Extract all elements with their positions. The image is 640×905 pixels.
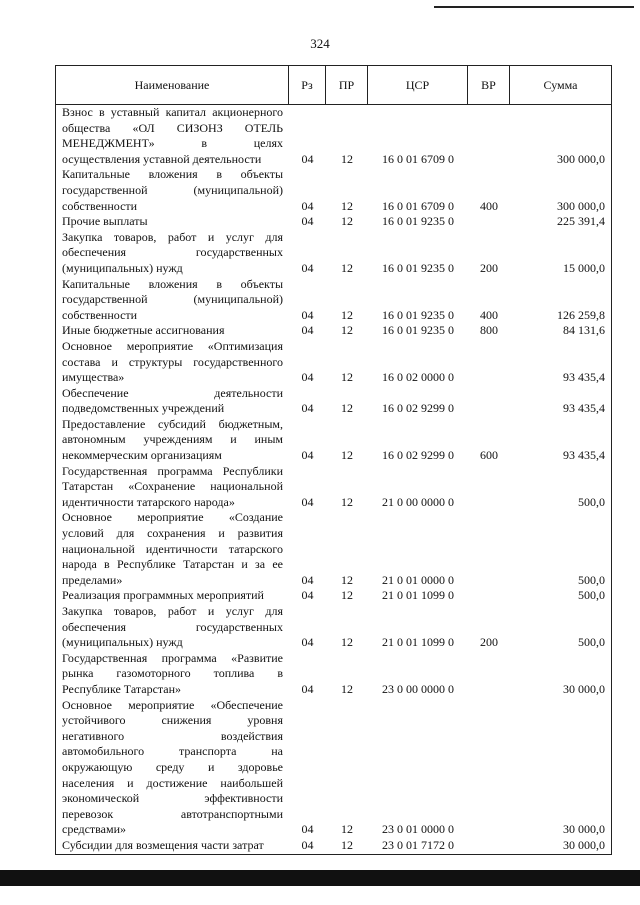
row-pr: 12: [341, 837, 353, 852]
row-name-line: перевозок автотранспортными: [62, 806, 283, 821]
row-name-line: экономической эффективности: [62, 791, 283, 806]
row-pr: 12: [341, 681, 353, 696]
row-csr: 23 0 01 7172 0: [382, 837, 454, 852]
row-csr: 16 0 01 6709 0: [382, 198, 454, 213]
row-sum: 30 000,0: [563, 822, 605, 837]
row-vr: [468, 214, 510, 230]
row-vr: [468, 386, 510, 417]
row-name-line: рынка газомоторного топлива в: [62, 666, 283, 681]
table-row: [56, 464, 611, 511]
row-name: [62, 230, 283, 277]
row-pr: 12: [341, 588, 353, 603]
top-rule: [434, 6, 634, 8]
row-rz: 04: [301, 494, 314, 509]
budget-table: [55, 65, 612, 855]
row-name-line: Капитальные вложения в объекты: [62, 167, 283, 182]
row-name-line: Основное мероприятие «Оптимизация: [62, 338, 283, 353]
row-name-line: (муниципальных) нужд: [62, 260, 183, 275]
table-row: [56, 167, 611, 214]
row-pr: 12: [341, 214, 353, 229]
header-name: Наименование: [56, 66, 289, 104]
row-sum: 15 000,0: [563, 260, 605, 275]
row-csr: 21 0 01 1099 0: [382, 588, 454, 603]
row-rz: 04: [301, 151, 314, 166]
row-name-line: Государственная программа «Развитие: [62, 650, 283, 665]
row-name: [62, 464, 283, 511]
row-name-line: Реализация программных мероприятий: [62, 588, 264, 603]
row-name-line: Закупка товаров, работ и услуг для: [62, 229, 283, 244]
row-csr: 21 0 01 0000 0: [382, 572, 454, 587]
row-pr: 12: [341, 151, 353, 166]
row-vr: [468, 105, 510, 167]
row-sum: 30 000,0: [563, 837, 605, 852]
row-rz: 04: [301, 588, 314, 603]
row-name-line: пределами»: [62, 572, 123, 587]
row-name-line: Обеспечение деятельности: [62, 385, 283, 400]
row-csr: 21 0 01 1099 0: [382, 635, 454, 650]
row-name-line: автомобильного транспорта на: [62, 744, 283, 759]
row-name-line: условий для сохранения и развития: [62, 526, 283, 541]
row-rz: 04: [301, 198, 314, 213]
row-sum: 93 435,4: [563, 448, 605, 463]
row-rz: 04: [301, 260, 314, 275]
row-vr: 200: [480, 260, 498, 275]
row-name-line: собственности: [62, 198, 138, 213]
row-pr: 12: [341, 401, 353, 416]
row-vr: [468, 588, 510, 604]
row-rz: 04: [301, 681, 314, 696]
row-name: [62, 386, 283, 417]
header-csr: ЦСР: [368, 66, 468, 104]
row-rz: 04: [301, 323, 314, 338]
row-name-line: общества «ОЛ СИЗОНЗ ОТЕЛЬ: [62, 120, 283, 135]
row-name-line: Основное мероприятие «Обеспечение: [62, 697, 283, 712]
row-pr: 12: [341, 307, 353, 322]
table-row: [56, 651, 611, 698]
row-sum: 500,0: [578, 572, 605, 587]
row-pr: 12: [341, 635, 353, 650]
row-name-line: автономным учреждениям и иным: [62, 432, 283, 447]
row-name-line: средствами»: [62, 822, 127, 837]
row-name-line: Предоставление субсидий бюджетным,: [62, 416, 283, 431]
row-sum: 93 435,4: [563, 370, 605, 385]
header-pr: ПР: [326, 66, 368, 104]
row-csr: 16 0 02 0000 0: [382, 370, 454, 385]
row-name-line: населения и достижение наибольшей: [62, 775, 283, 790]
row-sum: 500,0: [578, 588, 605, 603]
row-name-line: осуществления уставной деятельности: [62, 151, 262, 166]
row-csr: 16 0 02 9299 0: [382, 448, 454, 463]
table-row: [56, 277, 611, 324]
row-csr: 16 0 02 9299 0: [382, 401, 454, 416]
row-name-line: обеспечения государственных: [62, 619, 283, 634]
row-csr: 16 0 01 9235 0: [382, 260, 454, 275]
table-row: [56, 105, 611, 167]
row-name-line: Основное мероприятие «Создание: [62, 510, 283, 525]
row-name-line: некоммерческим организациям: [62, 448, 222, 463]
row-name: [62, 588, 283, 604]
row-name: [62, 339, 283, 386]
row-pr: 12: [341, 822, 353, 837]
table-row: [56, 230, 611, 277]
table-row: [56, 588, 611, 604]
row-name-line: государственной (муниципальной): [62, 292, 283, 307]
row-vr: 800: [480, 323, 498, 338]
row-name-line: Субсидии для возмещения части затрат: [62, 837, 264, 852]
row-name-line: устойчивого снижения уровня: [62, 713, 283, 728]
row-name-line: государственной (муниципальной): [62, 182, 283, 197]
row-csr: 16 0 01 9235 0: [382, 214, 454, 229]
row-sum: 500,0: [578, 494, 605, 509]
row-name-line: состава и структуры государственного: [62, 354, 283, 369]
table-row: [56, 604, 611, 651]
row-pr: 12: [341, 323, 353, 338]
row-vr: [468, 510, 510, 588]
row-name-line: идентичности татарского народа»: [62, 494, 235, 509]
row-csr: 23 0 01 0000 0: [382, 822, 454, 837]
row-name-line: Взнос в уставный капитал акционерного: [62, 105, 283, 119]
row-pr: 12: [341, 448, 353, 463]
row-name-line: Закупка товаров, работ и услуг для: [62, 604, 283, 618]
row-rz: 04: [301, 837, 314, 852]
row-sum: 30 000,0: [563, 681, 605, 696]
row-name: [62, 698, 283, 838]
row-vr: [468, 339, 510, 386]
row-name: [62, 277, 283, 324]
table-row: [56, 339, 611, 386]
row-pr: 12: [341, 260, 353, 275]
row-name-line: окружающую среду и здоровье: [62, 759, 283, 774]
row-name-line: подведомственных учреждений: [62, 401, 225, 416]
row-name-line: имущества»: [62, 370, 125, 385]
row-rz: 04: [301, 448, 314, 463]
table-row: [56, 698, 611, 838]
row-vr: [468, 698, 510, 838]
row-pr: 12: [341, 370, 353, 385]
row-name: [62, 651, 283, 698]
row-name: [62, 105, 283, 167]
row-vr: 600: [480, 448, 498, 463]
row-name-line: Иные бюджетные ассигнования: [62, 323, 225, 338]
row-name: [62, 838, 283, 854]
table-row: [56, 838, 611, 854]
row-name-line: Государственная программа Республики: [62, 463, 283, 478]
table-row: [56, 386, 611, 417]
row-vr: 400: [480, 307, 498, 322]
row-sum: 93 435,4: [563, 401, 605, 416]
row-sum: 225 391,4: [557, 214, 605, 229]
row-csr: 21 0 00 0000 0: [382, 494, 454, 509]
row-vr: 200: [480, 635, 498, 650]
row-vr: [468, 651, 510, 698]
row-vr: [468, 464, 510, 511]
row-rz: 04: [301, 635, 314, 650]
bottom-scan-bar: [0, 870, 640, 886]
table-row: [56, 323, 611, 339]
row-rz: 04: [301, 822, 314, 837]
table-row: [56, 214, 611, 230]
page-number: 324: [310, 36, 330, 51]
row-csr: 16 0 01 9235 0: [382, 323, 454, 338]
row-pr: 12: [341, 198, 353, 213]
row-name-line: обеспечения государственных: [62, 245, 283, 260]
table-header: [56, 66, 611, 105]
header-rz: Рз: [289, 66, 326, 104]
row-sum: 126 259,8: [557, 307, 605, 322]
row-name-line: Прочие выплаты: [62, 214, 148, 229]
row-csr: 16 0 01 9235 0: [382, 307, 454, 322]
table-row: [56, 417, 611, 464]
row-name-line: Капитальные вложения в объекты: [62, 276, 283, 291]
row-rz: 04: [301, 370, 314, 385]
row-rz: 04: [301, 572, 314, 587]
row-name-line: собственности: [62, 307, 138, 322]
row-name: [62, 510, 283, 588]
table-body: [56, 105, 611, 854]
row-name: [62, 417, 283, 464]
row-name-line: народа в Республике Татарстан и за ее: [62, 557, 283, 572]
row-rz: 04: [301, 307, 314, 322]
header-sum: Сумма: [543, 77, 578, 92]
row-sum: 84 131,6: [563, 323, 605, 338]
row-rz: 04: [301, 401, 314, 416]
header-vr: ВР: [468, 66, 510, 104]
row-vr: 400: [480, 198, 498, 213]
row-sum: 300 000,0: [557, 198, 605, 213]
row-name-line: Татарстан «Сохранение национальной: [62, 479, 283, 494]
table-row: [56, 510, 611, 588]
row-vr: [468, 838, 510, 854]
row-sum: 300 000,0: [557, 151, 605, 166]
row-rz: 04: [301, 214, 314, 229]
row-name-line: Республике Татарстан»: [62, 681, 182, 696]
row-name-line: негативного воздействия: [62, 728, 283, 743]
row-name-line: национальной идентичности татарского: [62, 541, 283, 556]
row-csr: 16 0 01 6709 0: [382, 151, 454, 166]
row-name-line: МЕНЕДЖМЕНТ» в целях: [62, 136, 283, 151]
row-name: [62, 214, 283, 230]
row-sum: 500,0: [578, 635, 605, 650]
row-name: [62, 604, 283, 651]
row-pr: 12: [341, 494, 353, 509]
row-pr: 12: [341, 572, 353, 587]
row-csr: 23 0 00 0000 0: [382, 681, 454, 696]
row-name: [62, 323, 283, 339]
row-name-line: (муниципальных) нужд: [62, 635, 183, 650]
row-name: [62, 167, 283, 214]
